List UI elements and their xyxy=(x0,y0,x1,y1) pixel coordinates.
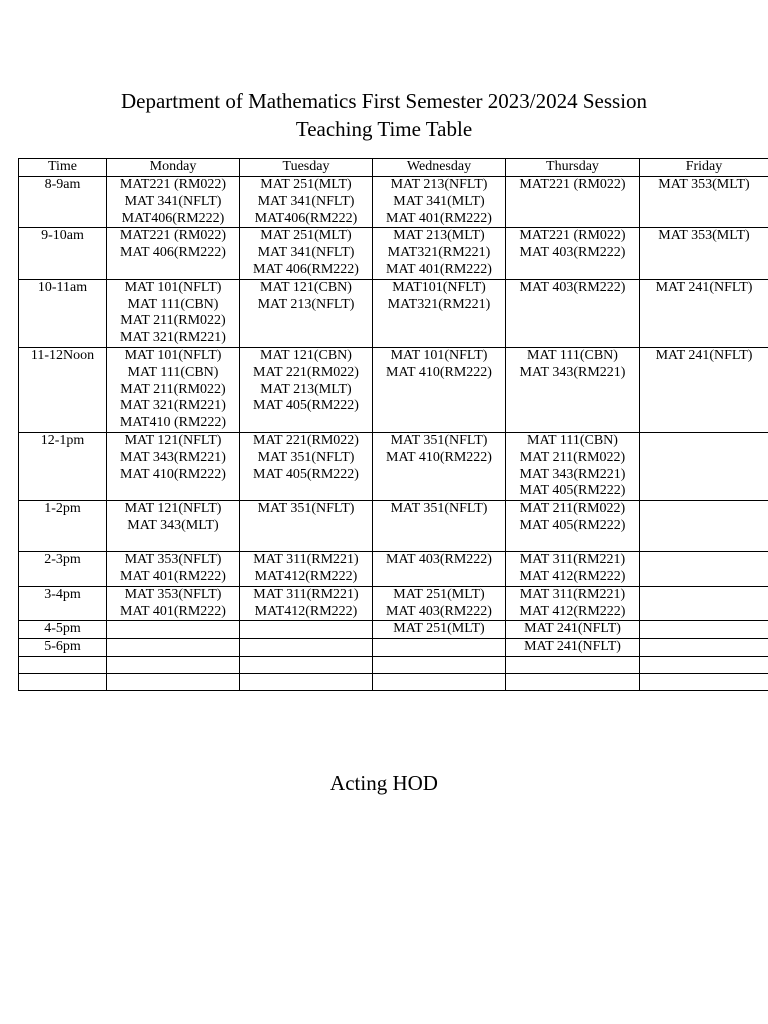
course-entry: MAT 343(RM221) xyxy=(519,364,626,380)
header-thursday: Thursday xyxy=(506,159,640,177)
time-slot-cell: 5-6pm xyxy=(19,639,107,657)
course-entry: MAT 410(RM222) xyxy=(120,466,226,482)
table-row xyxy=(19,501,768,552)
schedule-cell xyxy=(506,621,640,639)
course-entry: MAT 405(RM222) xyxy=(519,483,626,499)
time-slot-cell: 11-12Noon xyxy=(19,347,107,432)
course-entry: MAT 343(RM221) xyxy=(120,449,226,465)
course-entry: MAT 311(RM221) xyxy=(253,552,359,568)
course-entry: MAT410 (RM222) xyxy=(119,415,227,431)
course-entry: MAT 401(RM222) xyxy=(386,261,492,277)
schedule-cell xyxy=(107,673,240,690)
schedule-cell xyxy=(506,432,640,500)
course-entry: MAT 343(MLT) xyxy=(127,517,219,533)
table-row xyxy=(19,347,768,432)
course-entry: MAT 353(NFLT) xyxy=(124,586,222,602)
timetable xyxy=(18,158,768,691)
document-title: Department of Mathematics First Semester 2023/2024 Session xyxy=(120,89,648,113)
header-tuesday: Tuesday xyxy=(240,159,373,177)
course-entry: MAT 211(RM022) xyxy=(519,501,626,517)
course-entry: MAT 213(MLT) xyxy=(393,228,485,244)
table-row xyxy=(19,432,768,500)
schedule-cell xyxy=(506,177,640,228)
schedule-cell xyxy=(107,621,240,639)
course-entry: MAT 353(MLT) xyxy=(658,228,750,244)
schedule-cell xyxy=(240,177,373,228)
schedule-cell xyxy=(506,279,640,347)
course-entry: MAT 213(NFLT) xyxy=(257,296,355,312)
course-entry: MAT 351(NFLT) xyxy=(257,501,355,517)
time-slot-cell xyxy=(19,673,107,690)
course-entry: MAT 121(NFLT) xyxy=(124,501,222,517)
course-entry: MAT 401(RM222) xyxy=(120,568,226,584)
header-monday: Monday xyxy=(107,159,240,177)
schedule-cell xyxy=(240,673,373,690)
schedule-cell xyxy=(373,501,506,552)
course-entry: MAT 121(NFLT) xyxy=(124,432,222,448)
schedule-cell xyxy=(240,552,373,587)
course-entry: MAT101(NFLT) xyxy=(392,279,486,295)
course-entry: MAT 401(RM222) xyxy=(386,210,492,226)
course-entry: MAT 405(RM222) xyxy=(519,517,626,533)
schedule-cell xyxy=(640,586,768,621)
course-entry: MAT 241(NFLT) xyxy=(655,347,753,363)
schedule-cell xyxy=(240,621,373,639)
schedule-cell xyxy=(506,552,640,587)
schedule-cell xyxy=(640,279,768,347)
table-row xyxy=(19,552,768,587)
signature-label: Acting HOD xyxy=(330,771,438,795)
time-slot-cell: 12-1pm xyxy=(19,432,107,500)
schedule-cell xyxy=(373,621,506,639)
schedule-cell xyxy=(107,347,240,432)
course-entry: MAT 351(NFLT) xyxy=(257,449,355,465)
course-entry: MAT 401(RM222) xyxy=(120,603,226,619)
schedule-cell xyxy=(240,228,373,279)
schedule-cell xyxy=(640,432,768,500)
course-entry: MAT 213(NFLT) xyxy=(390,177,488,192)
schedule-cell xyxy=(240,586,373,621)
schedule-cell xyxy=(240,347,373,432)
course-entry: MAT412(RM222) xyxy=(254,568,358,584)
schedule-cell xyxy=(107,432,240,500)
course-entry: MAT 341(MLT) xyxy=(393,193,485,209)
course-entry: MAT 241(NFLT) xyxy=(524,639,621,655)
table-row xyxy=(19,656,768,673)
schedule-cell xyxy=(506,656,640,673)
schedule-cell xyxy=(640,347,768,432)
course-entry: MAT 405(RM222) xyxy=(253,398,359,414)
schedule-cell xyxy=(640,228,768,279)
schedule-cell xyxy=(373,586,506,621)
schedule-cell xyxy=(506,228,640,279)
schedule-cell xyxy=(506,673,640,690)
table-row xyxy=(19,673,768,690)
course-entry: MAT221 (RM022) xyxy=(119,228,227,244)
header-friday: Friday xyxy=(640,159,768,177)
course-entry: MAT 410(RM222) xyxy=(386,449,492,465)
schedule-cell xyxy=(373,552,506,587)
schedule-cell xyxy=(373,673,506,690)
time-slot-cell: 3-4pm xyxy=(19,586,107,621)
table-row xyxy=(19,177,768,228)
course-entry: MAT 311(RM221) xyxy=(519,586,626,602)
time-slot-cell: 10-11am xyxy=(19,279,107,347)
course-entry: MAT 412(RM222) xyxy=(519,603,626,619)
time-slot-cell: 4-5pm xyxy=(19,621,107,639)
course-entry: MAT 213(MLT) xyxy=(260,381,352,397)
schedule-cell xyxy=(240,656,373,673)
schedule-cell xyxy=(506,501,640,552)
table-row xyxy=(19,621,768,639)
course-entry: MAT 311(RM221) xyxy=(253,586,359,602)
course-entry: MAT 101(NFLT) xyxy=(124,279,222,295)
course-entry: MAT 111(CBN) xyxy=(127,364,219,380)
schedule-cell xyxy=(240,501,373,552)
course-entry: MAT 121(CBN) xyxy=(260,279,352,295)
schedule-cell xyxy=(506,347,640,432)
schedule-cell xyxy=(506,639,640,657)
course-entry: MAT 211(RM022) xyxy=(120,313,226,329)
schedule-cell xyxy=(240,639,373,657)
course-entry: MAT 101(NFLT) xyxy=(124,347,222,363)
course-entry: MAT321(RM221) xyxy=(387,296,491,312)
course-entry: MAT 353(MLT) xyxy=(658,177,750,192)
table-row xyxy=(19,228,768,279)
schedule-cell xyxy=(640,621,768,639)
timetable-body xyxy=(19,177,768,691)
schedule-cell xyxy=(373,432,506,500)
schedule-cell xyxy=(640,673,768,690)
time-slot-cell xyxy=(19,656,107,673)
course-entry: MAT 251(MLT) xyxy=(260,228,352,244)
course-entry: MAT 403(RM222) xyxy=(519,245,626,261)
schedule-cell xyxy=(373,656,506,673)
course-entry: MAT 341(NFLT) xyxy=(124,193,222,209)
course-entry: MAT 101(NFLT) xyxy=(390,347,488,363)
course-entry: MAT 412(RM222) xyxy=(519,568,626,584)
course-entry: MAT 403(RM222) xyxy=(386,552,492,568)
course-entry: MAT 405(RM222) xyxy=(253,466,359,482)
course-entry: MAT 410(RM222) xyxy=(386,364,492,380)
schedule-cell xyxy=(373,347,506,432)
course-entry: MAT 406(RM222) xyxy=(120,245,226,261)
course-entry: MAT321(RM221) xyxy=(387,245,491,261)
course-entry: MAT221 (RM022) xyxy=(519,177,626,192)
course-entry: MAT 111(CBN) xyxy=(127,296,219,312)
timetable-header-row xyxy=(19,159,768,177)
course-entry: MAT 351(NFLT) xyxy=(390,432,488,448)
header-time: Time xyxy=(19,159,107,177)
schedule-cell xyxy=(107,177,240,228)
course-entry: MAT406(RM222) xyxy=(254,210,358,226)
schedule-cell xyxy=(107,639,240,657)
schedule-cell xyxy=(107,228,240,279)
course-entry: MAT 341(NFLT) xyxy=(257,193,355,209)
schedule-cell xyxy=(506,586,640,621)
time-slot-cell: 1-2pm xyxy=(19,501,107,552)
schedule-cell xyxy=(373,639,506,657)
course-entry: MAT 321(RM221) xyxy=(120,330,226,346)
course-entry: MAT 403(RM222) xyxy=(519,279,626,295)
course-entry: MAT 321(RM221) xyxy=(120,398,226,414)
schedule-cell xyxy=(107,501,240,552)
course-entry: MAT 311(RM221) xyxy=(519,552,626,568)
table-row xyxy=(19,639,768,657)
course-entry: MAT 241(NFLT) xyxy=(655,279,753,295)
course-entry: MAT 403(RM222) xyxy=(386,603,492,619)
course-entry: MAT406(RM222) xyxy=(121,210,225,226)
schedule-cell xyxy=(107,552,240,587)
schedule-cell xyxy=(640,656,768,673)
course-entry: MAT221 (RM022) xyxy=(119,177,227,192)
time-slot-cell: 8-9am xyxy=(19,177,107,228)
time-slot-cell: 2-3pm xyxy=(19,552,107,587)
schedule-cell xyxy=(240,279,373,347)
course-entry: MAT 251(MLT) xyxy=(393,621,485,637)
course-entry: MAT 211(RM022) xyxy=(519,449,626,465)
header-wednesday: Wednesday xyxy=(373,159,506,177)
course-entry: MAT 406(RM222) xyxy=(253,261,359,277)
course-entry: MAT 121(CBN) xyxy=(260,347,352,363)
course-entry: MAT 211(RM022) xyxy=(120,381,226,397)
course-entry: MAT 221(RM022) xyxy=(253,364,359,380)
course-entry: MAT 251(MLT) xyxy=(393,586,485,602)
schedule-cell xyxy=(240,432,373,500)
document-subtitle: Teaching Time Table xyxy=(295,117,473,141)
course-entry: MAT 221(RM022) xyxy=(253,432,359,448)
schedule-cell xyxy=(107,279,240,347)
course-entry: MAT 353(NFLT) xyxy=(124,552,222,568)
course-entry: MAT412(RM222) xyxy=(254,603,358,619)
schedule-cell xyxy=(640,501,768,552)
course-entry: MAT 351(NFLT) xyxy=(390,501,488,517)
schedule-cell xyxy=(107,586,240,621)
schedule-cell xyxy=(107,656,240,673)
schedule-cell xyxy=(640,177,768,228)
course-entry: MAT 241(NFLT) xyxy=(524,621,621,637)
course-entry: MAT 343(RM221) xyxy=(519,466,626,482)
course-entry: MAT 341(NFLT) xyxy=(257,245,355,261)
course-entry: MAT 111(CBN) xyxy=(527,347,618,363)
schedule-cell xyxy=(373,279,506,347)
schedule-cell xyxy=(640,552,768,587)
schedule-cell xyxy=(373,177,506,228)
course-entry: MAT 111(CBN) xyxy=(527,432,618,448)
schedule-cell xyxy=(373,228,506,279)
course-entry: MAT 251(MLT) xyxy=(260,177,352,192)
schedule-cell xyxy=(640,639,768,657)
course-entry: MAT221 (RM022) xyxy=(519,228,626,244)
table-row xyxy=(19,279,768,347)
time-slot-cell: 9-10am xyxy=(19,228,107,279)
table-row xyxy=(19,586,768,621)
